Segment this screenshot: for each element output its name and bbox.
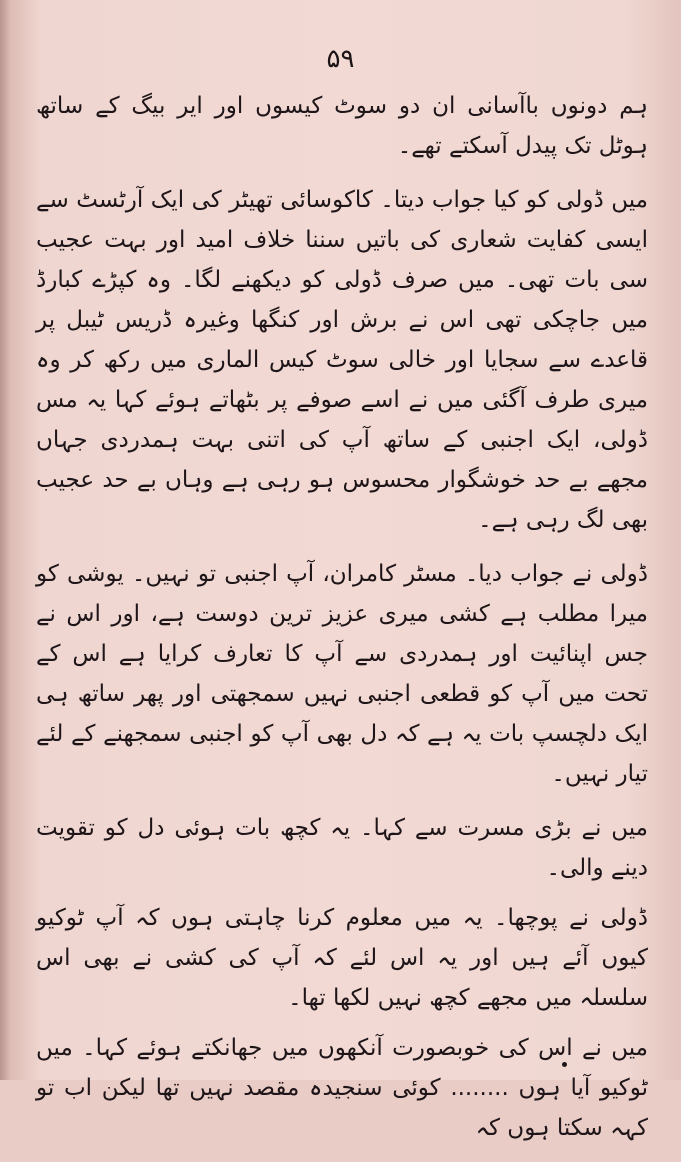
ink-dot bbox=[562, 1062, 567, 1067]
paragraph-2: میں ڈولی کو کیا جواب دیتا۔ کاکوسائی تھیٹر کی ایک آرٹسٹ سے ایسی کفایت شعاری کی باتیں سننا خلاف امید اور بہت عجیب سی بات تھی۔ میں صرف ڈولی کو دیکھنے لگا۔ وہ کپڑے کبارڈ میں جاچکی تھی اس نے برش اور کنگھا وغیرہ ڈریس ٹیبل پر قاعدے سے سجایا اور خالی سوٹ کیس الماری میں رکھ کر وہ میری طرف آگئی میں نے اسے صوفے پر بٹھاتے ہوئے کہا یہ مس ڈولی، ایک اجنبی کے ساتھ آپ کی اتنی بہت ہمدردی جہاں مجھے بے حد خوشگوار محسوس ہو رہی ہے وہاں بے حد عجیب بھی لگ رہی ہے۔ bbox=[36, 187, 648, 533]
paragraph-5: ڈولی نے پوچھا۔ یہ میں معلوم کرنا چاہتی ہوں کہ آپ ٹوکیو کیوں آئے ہیں اور یہ اس لئے کہ آپ کی کشی نے بھی اس سلسلہ میں مجھے کچھ نہیں لکھا تھا۔ bbox=[36, 905, 648, 1011]
paragraph-1: ہم دونوں باآسانی ان دو سوٹ کیسوں اور ایر بیگ کے ساتھ ہوٹل تک پیدل آسکتے تھے۔ bbox=[36, 93, 648, 159]
page-body-text bbox=[36, 86, 648, 1162]
paragraph-4: میں نے بڑی مسرت سے کہا۔ یہ کچھ بات ہوئی دل کو تقویت دینے والی۔ bbox=[36, 815, 648, 881]
page-edge-shadow bbox=[0, 0, 10, 1080]
paragraph-3: ڈولی نے جواب دیا۔ مسٹر کامران، آپ اجنبی تو نہیں۔ یوشی کو میرا مطلب ہے کشی میری عزیز ترین دوست ہے، اور اس نے جس اپنائیت اور ہمدردی سے آپ کا تعارف کرایا ہے اس کے تحت میں آپ کو قطعی اجنبی نہیں سمجھتی اور پھر ساتھ ہی ایک دلچسپ بات یہ ہے کہ دل بھی آپ کو اجنبی سمجھنے کے لئے تیار نہیں۔ bbox=[36, 561, 648, 787]
paragraph-6: میں نے اس کی خوبصورت آنکھوں میں جھانکتے ہوئے کہا۔ میں ٹوکیو آیا ہوں ........ کوئی سنجیدہ مقصد نہیں تھا لیکن اب تو کہہ سکتا ہوں کہ bbox=[36, 1035, 648, 1141]
page-number: ۵۹ bbox=[326, 44, 355, 74]
